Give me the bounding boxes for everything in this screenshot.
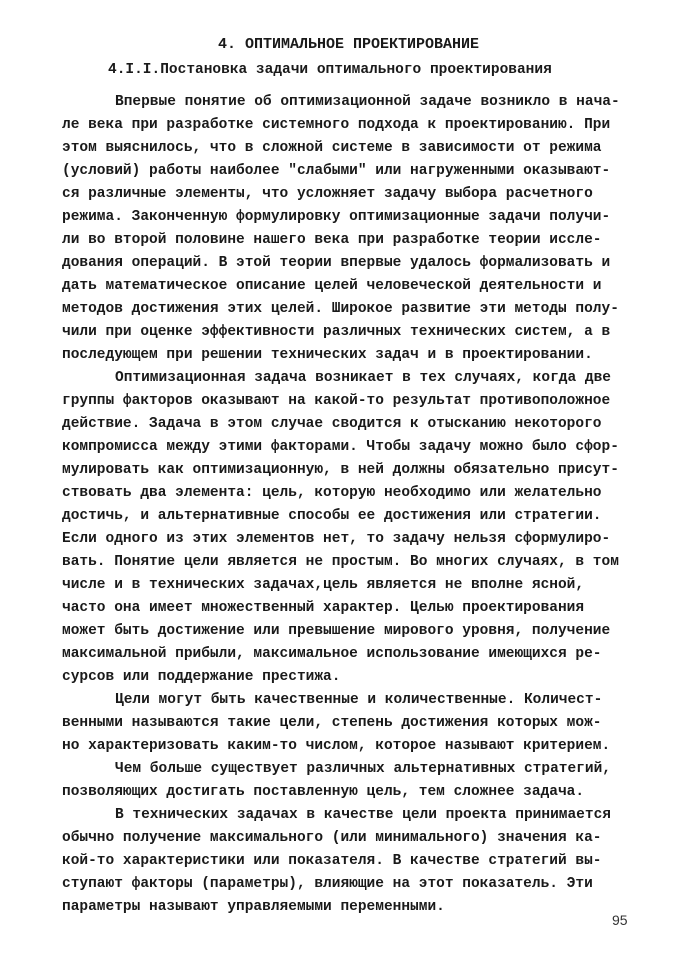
text-line: этом выяснилось, что в сложной системе в зависимости от режима [62,140,602,156]
text-line: (условий) работы наиболее "слабыми" или нагруженными оказывают- [62,163,611,179]
text-line: максимальной прибыли, максимальное использование имеющихся ре- [62,646,602,662]
text-line: Цели могут быть качественные и количественные. Количест- [115,692,603,708]
text-line: позволяющих достигать поставленную цель, тем сложнее задача. [62,784,585,800]
text-line: достичь, и альтернативные способы ее достижения или стратегии. [62,508,602,524]
text-line: Если одного из этих элементов нет, то задачу нельзя сформулиро- [62,531,611,547]
section-title: 4. ОПТИМАЛЬНОЕ ПРОЕКТИРОВАНИЕ [217,36,480,53]
text-line: может быть достижение или превышение мирового уровня, получение [62,623,611,639]
text-line: дать математическое описание целей человеческой деятельности и [62,278,602,294]
text-line: ступают факторы (параметры), влияющие на этот показатель. Эти [62,876,593,892]
subsection-title: 4.I.I.Постановка задачи оптимального проектирования [108,62,552,78]
text-line: В технических задачах в качестве цели проекта принимается [115,807,611,823]
text-line: Оптимизационная задача возникает в тех случаях, когда две [115,370,611,386]
text-line: чили при оценке эффективности различных технических систем, а в [62,324,611,340]
text-line: действие. Задача в этом случае сводится к отысканию некоторого [62,416,602,432]
text-line: компромисса между этими факторами. Чтобы задачу можно было сфор- [62,439,619,455]
text-line: часто она имеет множественный характер. Целью проектирования [62,600,585,616]
text-line: кой-то характеристики или показателя. В качестве стратегий вы- [62,853,602,869]
text-line: обычно получение максимального (или минимального) значения ка- [62,830,602,846]
text-line: ся различные элементы, что усложняет задачу выбора расчетного [62,186,593,202]
text-line: венными называются такие цели, степень достижения которых мож- [62,715,602,731]
text-line: ствовать два элемента: цель, которую необходимо или желательно [62,485,602,501]
page-number: 95 [612,912,628,928]
text-line: вать. Понятие цели является не простым. Во многих случаях, в том [62,554,619,570]
text-line: но характеризовать каким-то числом, которое называют критерием. [62,738,611,754]
text-line: ле века при разработке системного подхода к проектированию. При [62,117,611,133]
text-line: дования операций. В этой теории впервые удалось формализовать и [62,255,611,271]
text-line: методов достижения этих целей. Широкое развитие эти методы полу- [62,301,619,317]
text-line: числе и в технических задачах,цель является не вполне ясной, [62,577,585,593]
text-line: Чем больше существует различных альтернативных стратегий, [115,761,611,777]
text-line: ли во второй половине нашего века при разработке теории иссле- [62,232,602,248]
text-line: сурсов или поддержание престижа. [62,669,341,685]
text-line: последующем при решении технических задач и в проектировании. [62,347,593,363]
text-line: параметры называют управляемыми переменными. [62,899,445,915]
text-line: группы факторов оказывают на какой-то результат противоположное [62,393,611,409]
text-line: Впервые понятие об оптимизационной задаче возникло в нача- [115,94,620,110]
text-line: мулировать как оптимизационную, в ней должны обязательно присут- [62,462,619,478]
text-line: режима. Законченную формулировку оптимизационные задачи получи- [62,209,611,225]
